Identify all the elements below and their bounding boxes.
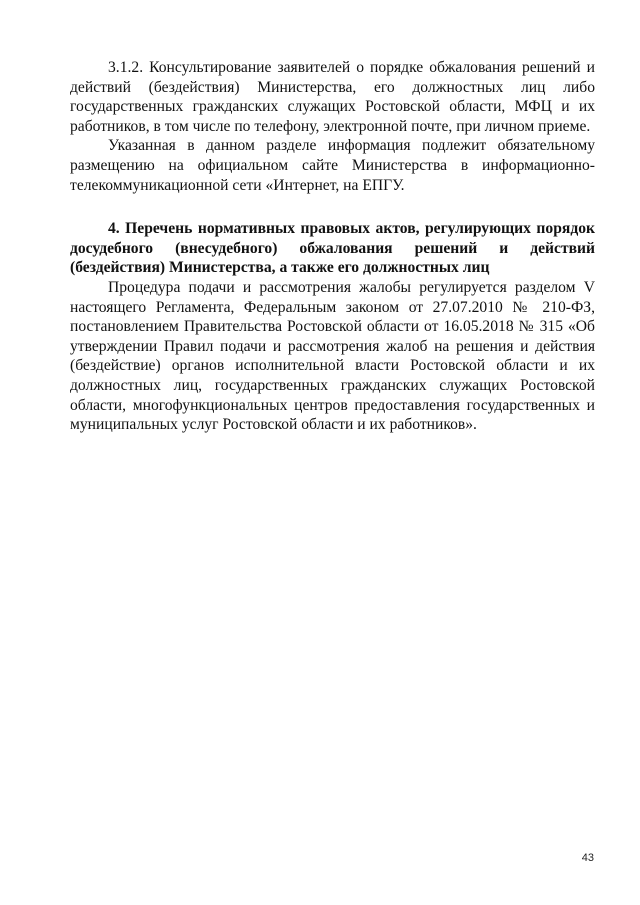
paragraph-publication: Указанная в данном разделе информация подлежит обязательному размещению на официальном сайте Министерства в информационно-телекоммуникационной сети «Интернет, на ЕПГУ.: [70, 137, 595, 194]
document-page: [70, 58, 595, 435]
page-number: 43: [581, 852, 594, 864]
paragraph-procedure: Процедура подачи и рассмотрения жалобы регулируется разделом V настоящего Регламента, Федеральным законом от 27.07.2010 № 210-ФЗ, постановлением Правительства Ростовской области от 16.05.2018 № 315 «Об утверждении Правил подачи и рассмотрения жалоб на решения и действия (бездействие) органов исполнительной власти Ростовской области и их должностных лиц, государственных гражданских служащих Ростовской области, многофункциональных центров предоставления государственных и муниципальных услуг Ростовской области и их работников».: [70, 278, 595, 434]
paragraph-consultation: 3.1.2. Консультирование заявителей о порядке обжалования решений и действий (бездействия) Министерства, его должностных лиц либо государственных гражданских служащих Ростовской области, МФЦ и их работников, в том числе по телефону, электронной почте, при личном приеме.: [70, 59, 595, 135]
section-heading: 4. Перечень нормативных правовых актов, регулирующих порядок досудебного (внесудебного) обжалования решений и действий (бездействия) Министерства, а также его должностных лиц: [70, 220, 595, 277]
section-spacer: [70, 195, 595, 219]
